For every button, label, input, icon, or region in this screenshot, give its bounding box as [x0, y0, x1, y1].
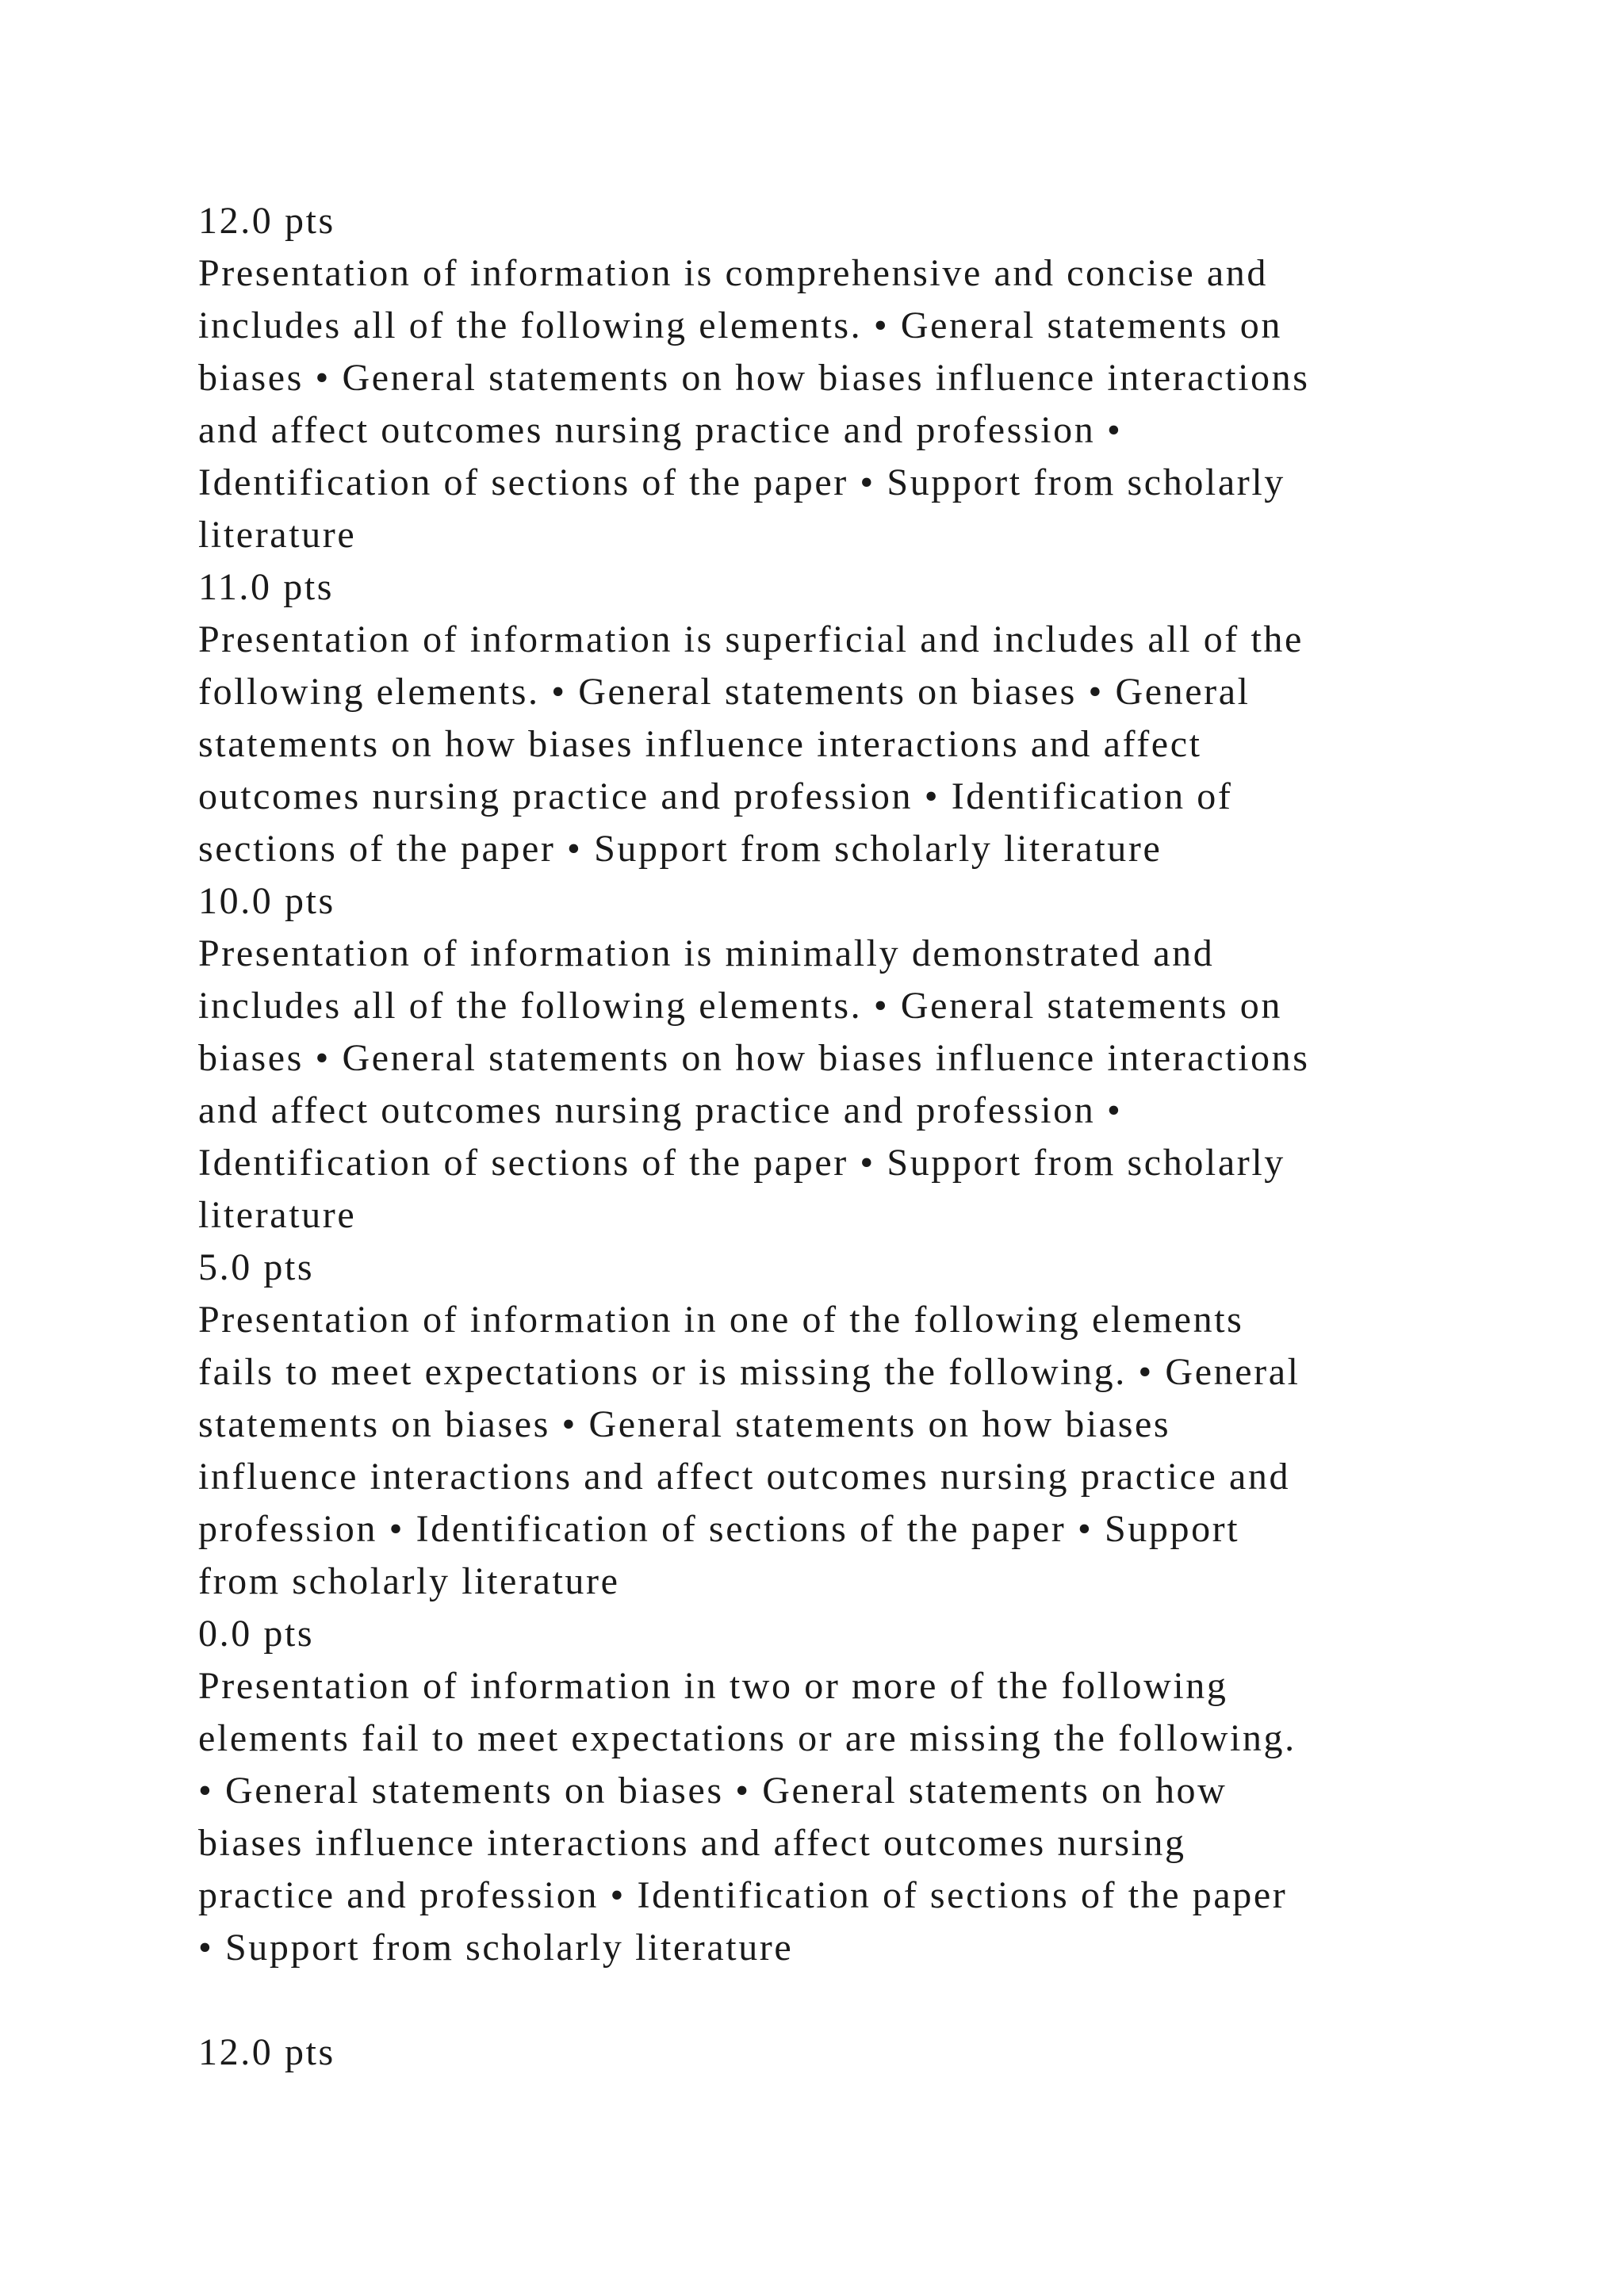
description-line: Identification of sections of the paper • Support from scholarly: [198, 1142, 1285, 1184]
description-line: Presentation of information is superficial and includes all of the: [198, 618, 1304, 660]
description-line: Presentation of information in two or more of the following: [198, 1665, 1228, 1707]
description-line: biases influence interactions and affect outcomes nursing: [198, 1822, 1186, 1864]
points-label: 0.0 pts: [198, 1613, 315, 1655]
description-line: biases • General statements on how biases influence interactions: [198, 357, 1310, 399]
description-line: sections of the paper • Support from scholarly literature: [198, 828, 1162, 870]
points-label: 10.0 pts: [198, 880, 335, 922]
description-line: • General statements on biases • General statements on how: [198, 1770, 1228, 1812]
description-line: includes all of the following elements. • General statements on: [198, 304, 1282, 346]
description-line: Presentation of information is comprehensive and concise and: [198, 252, 1268, 294]
points-label: 5.0 pts: [198, 1246, 315, 1288]
description-line: Presentation of information in one of the following elements: [198, 1299, 1244, 1341]
description-line: fails to meet expectations or is missing the following. • General: [198, 1351, 1300, 1393]
description-line: Identification of sections of the paper • Support from scholarly: [198, 461, 1285, 503]
description-line: statements on biases • General statements on how biases: [198, 1403, 1171, 1445]
points-label: 12.0 pts: [198, 200, 335, 242]
description-line: following elements. • General statements on biases • General: [198, 671, 1251, 713]
rubric-level-0: [198, 1608, 1459, 1974]
description-line: and affect outcomes nursing practice and profession •: [198, 1089, 1123, 1131]
description-line: includes all of the following elements. • General statements on: [198, 985, 1282, 1027]
description-line: • Support from scholarly literature: [198, 1927, 794, 1969]
description-line: elements fail to meet expectations or are missing the following.: [198, 1717, 1297, 1759]
description-line: biases • General statements on how biases influence interactions: [198, 1037, 1310, 1079]
description-line: literature: [198, 1194, 357, 1236]
points-label: 11.0 pts: [198, 566, 335, 608]
points-label: 12.0 pts: [198, 2031, 335, 2073]
rubric-level-5: [198, 1242, 1459, 1608]
description-line: influence interactions and affect outcomes nursing practice and: [198, 1456, 1291, 1498]
rubric-level-10: [198, 875, 1459, 1242]
blank-line: [198, 1974, 1459, 2026]
rubric-level-11: [198, 561, 1459, 875]
description-line: statements on how biases influence interactions and affect: [198, 723, 1202, 765]
rubric-level-12: [198, 195, 1459, 561]
description-line: profession • Identification of sections of the paper • Support: [198, 1508, 1240, 1550]
description-line: outcomes nursing practice and profession • Identification of: [198, 775, 1233, 817]
description-line: from scholarly literature: [198, 1560, 620, 1602]
description-line: literature: [198, 514, 357, 556]
description-line: and affect outcomes nursing practice and profession •: [198, 409, 1123, 451]
description-line: practice and profession • Identification of sections of the paper: [198, 1874, 1288, 1916]
document-page: [198, 195, 1459, 2079]
description-line: Presentation of information is minimally demonstrated and: [198, 932, 1215, 974]
